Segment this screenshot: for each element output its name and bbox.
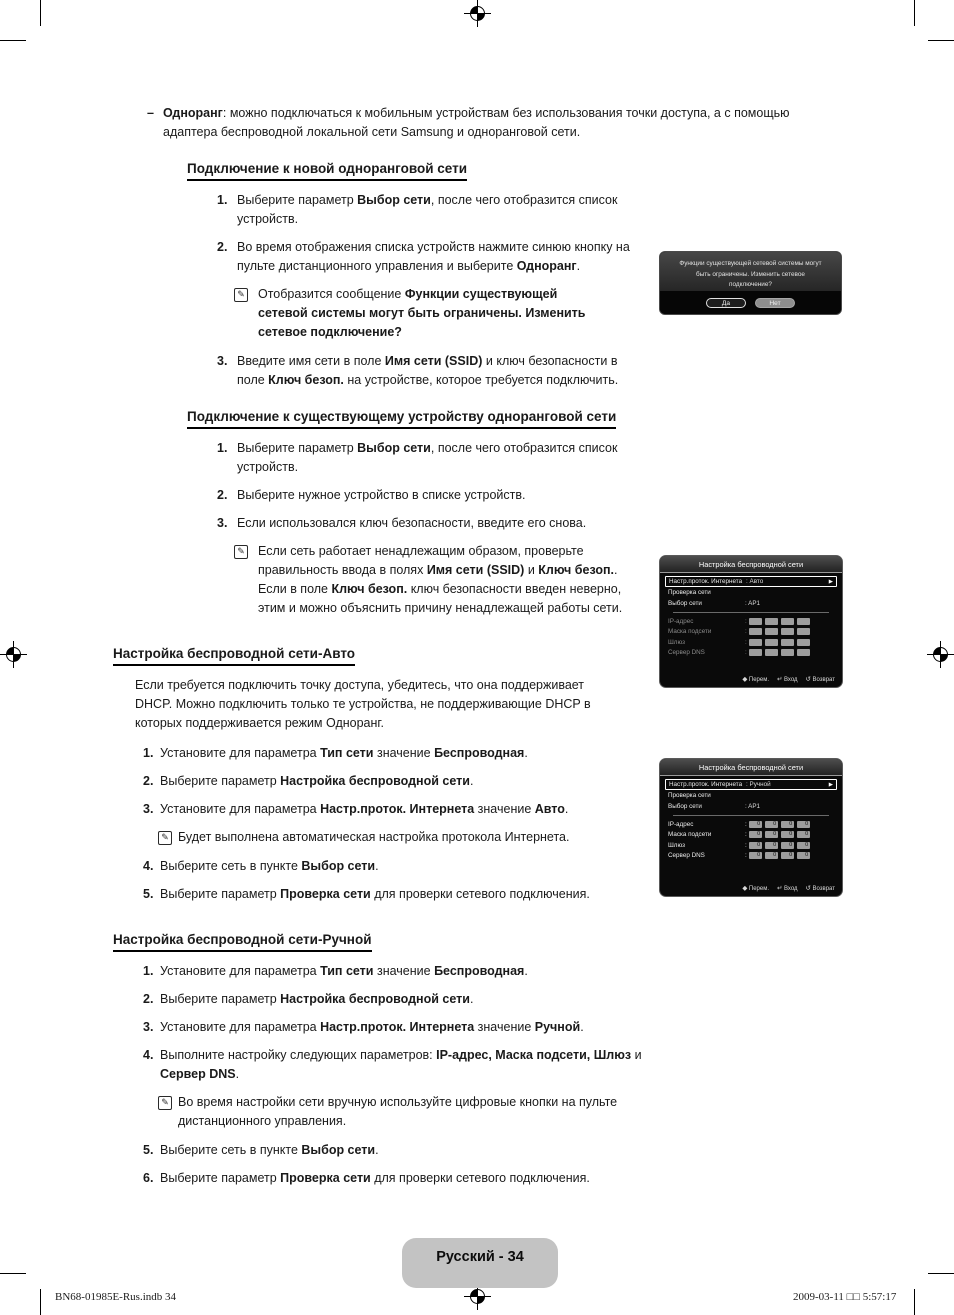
legend-label: Возврат	[812, 886, 835, 892]
list-item-text: Установите для параметра Тип сети значение Беспроводная.	[160, 964, 528, 978]
list-item	[113, 962, 813, 981]
colon: :	[745, 820, 747, 828]
ip-input-box: 0	[765, 842, 778, 849]
list-number: 1.	[143, 964, 154, 978]
ip-field-label: Шлюз	[668, 841, 686, 849]
ip-field-label: Маска подсети	[668, 628, 712, 636]
menu-label: Проверка сети	[668, 589, 711, 596]
chevron-right-icon: ▶	[828, 781, 833, 788]
ip-input-box	[797, 628, 810, 635]
colon: :	[745, 649, 747, 657]
menu-label: Проверка сети	[668, 792, 711, 799]
note	[113, 1093, 813, 1131]
list-number: 2.	[217, 240, 228, 254]
note-text: Если сеть работает ненадлежащим образом, проверьте правильность ввода в полях Имя сети (SSID) и Ключ безоп.. Если в поле Ключ безоп. ключ безопасности введен неверно, этим и можно объяснить причину ненадлежащей работы сети.	[258, 544, 623, 615]
menu-separator	[673, 612, 829, 613]
ip-input-box	[765, 618, 778, 625]
chevron-right-icon: ▶	[828, 578, 833, 585]
ip-field-row	[665, 616, 837, 627]
ip-input-box	[749, 649, 762, 656]
ordered-list	[113, 962, 813, 1188]
ip-input-box: 0	[797, 831, 810, 838]
note-text: Во время настройки сети вручную используйте цифровые кнопки на пульте дистанционного управления.	[178, 1095, 618, 1128]
ip-input-box: 0	[797, 852, 810, 859]
ip-boxes	[749, 639, 810, 646]
list-item	[113, 486, 813, 505]
list-item	[113, 1141, 813, 1160]
list-number: 5.	[143, 887, 154, 901]
menu-value: : AP1	[745, 600, 761, 607]
colon: :	[745, 841, 747, 849]
tv-screen-title: Настройка беспроводной сети	[660, 759, 842, 776]
enter-icon: ↵	[777, 676, 783, 683]
note-lead: Отобразится сообщение	[258, 287, 405, 301]
note-pencil-icon: ✎	[234, 288, 248, 302]
colon: :	[745, 638, 747, 646]
ip-field-label: Сервер DNS	[668, 649, 705, 657]
ip-input-box: 0	[765, 821, 778, 828]
list-item-text: Введите имя сети в поле Имя сети (SSID) и ключ безопасности в поле Ключ безоп. на устройстве, которое требуется подключить.	[237, 354, 619, 387]
ip-boxes	[749, 618, 810, 625]
list-item-text: Установите для параметра Настр.проток. Интернета значение Авто.	[160, 802, 569, 816]
ip-input-box	[797, 618, 810, 625]
list-item-text: Выберите параметр Выбор сети, после чего отобразится список устройств.	[237, 441, 618, 474]
registration-mark-icon	[0, 641, 27, 668]
list-number: 2.	[143, 774, 154, 788]
tv-settings-screen-auto	[659, 555, 843, 688]
ip-input-box	[765, 649, 778, 656]
list-number: 2.	[143, 992, 154, 1006]
list-item-text: Во время отображения списка устройств нажмите синюю кнопку на пульте дистанционного управления и выберите Одноранг.	[237, 240, 630, 273]
ip-boxes	[749, 831, 810, 838]
legend-item	[742, 675, 769, 683]
ip-input-box: 0	[765, 852, 778, 859]
heading-text: Настройка беспроводной сети-Авто	[113, 644, 355, 666]
legend-item	[806, 675, 835, 683]
list-item	[113, 1169, 813, 1188]
colon: :	[745, 831, 747, 839]
note-pencil-icon: ✎	[158, 1096, 172, 1110]
ip-field-label: Сервер DNS	[668, 852, 705, 860]
ip-field-label: IP-адрес	[668, 820, 694, 828]
menu-row	[665, 598, 837, 609]
menu-value: : Ручной	[746, 781, 771, 788]
ip-input-box: 0	[781, 852, 794, 859]
list-number: 3.	[143, 802, 154, 816]
colon: :	[745, 617, 747, 625]
menu-row	[665, 790, 837, 801]
tv-legend	[660, 672, 842, 683]
ip-input-box: 0	[797, 842, 810, 849]
list-item	[113, 191, 813, 229]
legend-label: Вход	[783, 886, 798, 892]
list-number: 3.	[217, 516, 228, 530]
list-item-text: Выберите сеть в пункте Выбор сети.	[160, 859, 379, 873]
ip-input-box: 0	[765, 831, 778, 838]
note-text: Будет выполнена автоматическая настройка протокола Интернета.	[178, 830, 570, 844]
crop-mark	[40, 0, 41, 26]
enter-icon: ↵	[777, 885, 783, 892]
list-item-text: Выберите нужное устройство в списке устройств.	[237, 488, 526, 502]
legend-label: Перем.	[748, 677, 770, 683]
legend-label: Вход	[783, 677, 798, 683]
list-number: 3.	[217, 354, 228, 368]
tv-menu	[660, 776, 842, 861]
menu-row	[665, 801, 837, 812]
crop-mark	[914, 1289, 915, 1315]
list-item-text: Выберите параметр Настройка беспроводной сети.	[160, 774, 474, 788]
list-number: 1.	[143, 746, 154, 760]
ip-input-box: 0	[749, 852, 762, 859]
list-number: 1.	[217, 193, 228, 207]
ip-boxes	[749, 842, 810, 849]
ip-input-box: 0	[781, 821, 794, 828]
heading-text: Подключение к новой одноранговой сети	[187, 159, 467, 181]
menu-label: Выбор сети	[668, 803, 702, 810]
menu-label: Настр.проток. Интернета	[669, 781, 743, 788]
menu-row	[665, 587, 837, 598]
ip-input-box	[765, 639, 778, 646]
ip-boxes	[749, 628, 810, 635]
dialog-message: Функции существующей сетевой системы могут быть ограничены. Изменить сетевое подключение?	[660, 252, 841, 291]
ip-boxes	[749, 649, 810, 656]
ip-input-box: 0	[749, 831, 762, 838]
colon: :	[745, 628, 747, 636]
registration-mark-icon	[927, 641, 954, 668]
crop-mark	[914, 0, 915, 26]
ip-input-box	[781, 649, 794, 656]
footer-filename: BN68-01985E-Rus.indb 34	[55, 1291, 176, 1303]
list-item-text: Выберите параметр Проверка сети для проверки сетевого подключения.	[160, 1171, 590, 1185]
section-heading	[187, 407, 813, 429]
list-number: 2.	[217, 488, 228, 502]
crop-mark	[40, 1289, 41, 1315]
legend-item	[742, 884, 769, 892]
legend-item	[777, 675, 798, 683]
ip-input-box	[749, 639, 762, 646]
dash-bullet: –	[147, 106, 154, 120]
list-item-text: Выберите сеть в пункте Выбор сети.	[160, 1143, 379, 1157]
ip-input-box: 0	[749, 821, 762, 828]
intro-text: Одноранг: можно подключаться к мобильным устройствам без использования точки доступа, а с помощью адаптера беспроводной локальной сети Samsung и одноранговой сети.	[163, 106, 790, 139]
list-number: 4.	[143, 859, 154, 873]
note-pencil-icon: ✎	[158, 831, 172, 845]
menu-label: Выбор сети	[668, 600, 702, 607]
ip-input-box	[781, 639, 794, 646]
ip-field-row	[665, 648, 837, 659]
crop-mark	[928, 1273, 954, 1274]
list-item	[113, 439, 813, 477]
menu-row	[665, 576, 837, 587]
ip-input-box	[797, 649, 810, 656]
list-number: 6.	[143, 1171, 154, 1185]
return-icon: ↺	[805, 885, 811, 892]
section-heading	[113, 930, 813, 952]
list-item-text: Установите для параметра Тип сети значение Беспроводная.	[160, 746, 528, 760]
ip-boxes	[749, 852, 810, 859]
menu-label: Настр.проток. Интернета	[669, 578, 743, 585]
tv-screen-title: Настройка беспроводной сети	[660, 556, 842, 573]
legend-item	[806, 884, 835, 892]
ip-input-box	[781, 618, 794, 625]
list-item-text: Выберите параметр Выбор сети, после чего отобразится список устройств.	[237, 193, 618, 226]
ip-input-box: 0	[797, 821, 810, 828]
tv-legend	[660, 881, 842, 892]
paragraph: Если требуется подключить точку доступа, убедитесь, что она поддерживает DHCP. Можно подключить только те устройства, не поддерживающие DHCP в которых поддерживается режим Одноранг.	[135, 678, 591, 730]
list-item	[113, 1046, 813, 1084]
ip-input-box: 0	[781, 842, 794, 849]
page-label: Русский - 34	[402, 1238, 558, 1288]
heading-text: Настройка беспроводной сети-Ручной	[113, 930, 372, 952]
ip-input-box: 0	[749, 842, 762, 849]
list-number: 4.	[143, 1048, 154, 1062]
list-number: 3.	[143, 1020, 154, 1034]
ip-boxes	[749, 821, 810, 828]
dialog-buttons	[660, 291, 841, 314]
note-pencil-icon: ✎	[234, 545, 248, 559]
menu-value: : Авто	[746, 578, 764, 585]
list-item	[113, 514, 813, 533]
list-item-text: Выберите параметр Настройка беспроводной сети.	[160, 992, 474, 1006]
ip-field-row	[665, 637, 837, 648]
legend-label: Перем.	[748, 886, 770, 892]
tv-settings-screen-manual	[659, 758, 843, 897]
menu-value: : AP1	[745, 803, 761, 810]
list-item-text: Установите для параметра Настр.проток. Интернета значение Ручной.	[160, 1020, 584, 1034]
list-number: 1.	[217, 441, 228, 455]
ip-field-row	[665, 840, 837, 851]
list-item-text: Если использовался ключ безопасности, введите его снова.	[237, 516, 587, 530]
ip-input-box	[797, 639, 810, 646]
move-icon: ◆	[742, 676, 748, 683]
note-text: Отобразится сообщение Функции существующей сетевой системы могут быть ограничены. Изменить сетевое подключение?	[258, 287, 586, 339]
no-button: Нет	[755, 298, 795, 308]
menu-row	[665, 779, 837, 790]
ip-field-label: IP-адрес	[668, 617, 694, 625]
move-icon: ◆	[742, 885, 748, 892]
registration-mark-icon	[464, 0, 491, 27]
tv-dialog-illustration	[659, 251, 842, 315]
legend-label: Возврат	[812, 677, 835, 683]
list-item-text: Выполните настройку следующих параметров: IP-адрес, Маска подсети, Шлюз и Сервер DNS.	[160, 1048, 642, 1081]
intro-item	[113, 104, 813, 142]
ip-field-label: Шлюз	[668, 638, 686, 646]
crop-mark	[928, 40, 954, 41]
crop-mark	[0, 1273, 26, 1274]
menu-separator	[673, 815, 829, 816]
crop-mark	[0, 40, 26, 41]
ip-input-box: 0	[781, 831, 794, 838]
return-icon: ↺	[805, 676, 811, 683]
ip-field-label: Маска подсети	[668, 831, 712, 839]
ip-field-row	[665, 851, 837, 862]
tv-menu	[660, 573, 842, 658]
ip-input-box	[765, 628, 778, 635]
ip-field-row	[665, 627, 837, 638]
ip-input-box	[781, 628, 794, 635]
legend-item	[777, 884, 798, 892]
list-item-text: Выберите параметр Проверка сети для проверки сетевого подключения.	[160, 887, 590, 901]
footer-timestamp: 2009-03-11 □□ 5:57:17	[793, 1291, 897, 1303]
ip-input-box	[749, 618, 762, 625]
list-item	[113, 352, 813, 390]
list-item	[113, 990, 813, 1009]
list-number: 5.	[143, 1143, 154, 1157]
ip-input-box	[749, 628, 762, 635]
ip-field-row	[665, 830, 837, 841]
list-item	[113, 1018, 813, 1037]
heading-text: Подключение к существующему устройству одноранговой сети	[187, 407, 616, 429]
colon: :	[745, 852, 747, 860]
yes-button: Да	[706, 298, 746, 308]
section-heading	[187, 159, 813, 181]
ip-field-row	[665, 819, 837, 830]
